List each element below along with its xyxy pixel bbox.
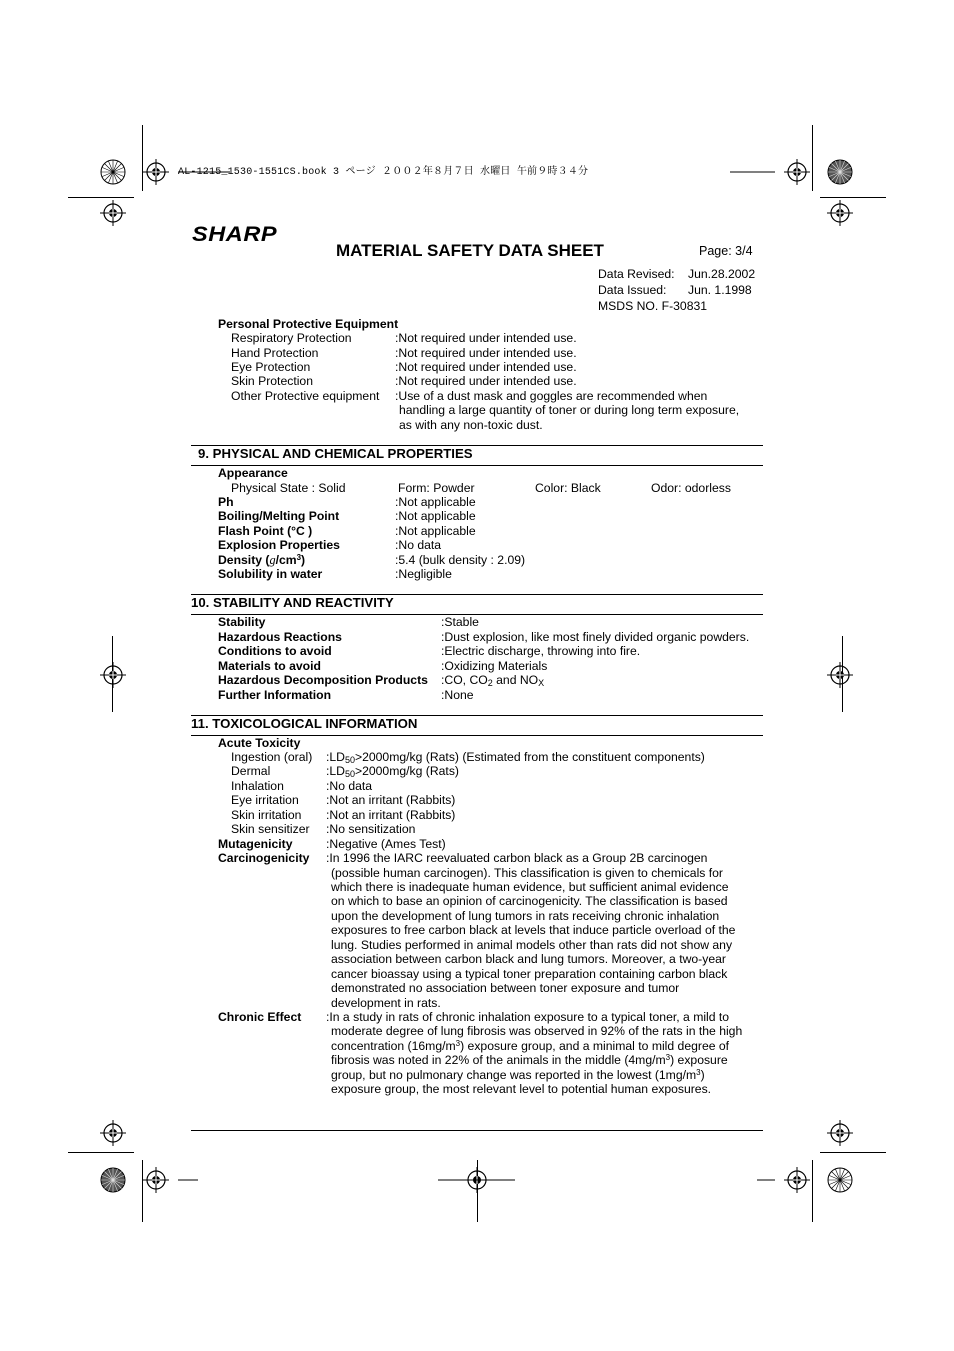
ppe-label: Skin Protection [231,374,313,388]
doc-title: MATERIAL SAFETY DATA SHEET [336,241,604,260]
chronic-effect-label: Chronic Effect [218,1010,302,1024]
ppe-value-cont: as with any non-toxic dust. [399,418,543,432]
stability-value: :Oxidizing Materials [441,659,548,673]
carcinogenicity-line: which there is inadequate human evidence, but sufficient animal evidence [331,880,729,894]
odor: Odor: odorless [651,481,731,495]
msds-number: MSDS NO. F-30831 [598,299,708,313]
footer-rule [191,1130,763,1131]
stability-value: :Dust explosion, like most finely divided organic powders. [441,630,750,644]
property-value: :Not applicable [395,495,476,509]
property-label: Explosion Properties [218,538,340,552]
tox-value: :Not an irritant (Rabbits) [326,793,456,807]
chronic-line: exposure group, the most relevant level to potential human exposures. [331,1082,712,1096]
density-value: :5.4 (bulk density : 2.09) [395,553,526,567]
carcinogenicity-line: cancer bioassay using a typical toner preparation containing carbon black [331,967,728,981]
ppe-value: :Use of a dust mask and goggles are recommended when [395,389,708,403]
carcinogenicity-line: upon the development of lung tumors in rats receiving chronic inhalation [331,909,720,923]
density-label: Density $(g/cm^3)$ [218,553,306,567]
tox-label: Ingestion (oral) [231,750,313,764]
carcinogenicity-line: development in rats. [331,996,441,1010]
ppe-value: :Not required under intended use. [395,360,577,374]
ppe-value: :Not required under intended use. [395,374,577,388]
ppe-label: Eye Protection [231,360,311,374]
tox-value: $:LD_{50}>2000mg/kg$ (Rats) [326,764,459,779]
tox-value: :Not an irritant (Rabbits) [326,808,456,822]
carcinogenicity-line: exposures to free carbon black at levels that induce particle overload of the [331,923,736,937]
ppe-heading: Personal Protective Equipment [218,317,399,331]
page-number: Page: 3/4 [699,244,753,258]
ppe-label: Other Protective equipment [231,389,380,403]
ppe-value: :Not required under intended use. [395,331,577,345]
chronic-line: :In a study in rats of chronic inhalation exposure to a typical toner, a mild to [326,1010,730,1024]
tox-value: :No sensitization [326,822,416,836]
carcinogenicity-line: association between carbon black and lung tumors. Moreover, a two-year [331,952,726,966]
stability-label: Stability [218,615,266,629]
section-11-heading: 11. TOXICOLOGICAL INFORMATION [191,716,418,731]
carcinogenicity-line: on which to base an opinion of carcinogenicity. The classification is based [331,894,728,908]
further-info-value: :None [441,688,474,702]
issued-label: Data Issued: [598,283,667,297]
property-label: Boiling/Melting Point [218,509,340,523]
color: Color: Black [535,481,601,495]
mutagenicity-value: :Negative (Ames Test) [326,837,446,851]
property-value: :No data [395,538,442,552]
ppe-label: Hand Protection [231,346,319,360]
tox-value: :No data [326,779,373,793]
appearance-label: Appearance [218,466,288,480]
tox-label: Skin sensitizer [231,822,310,836]
ppe-label: Respiratory Protection [231,331,352,345]
solubility-value: :Negligible [395,567,452,581]
tox-label: Dermal [231,764,271,778]
chronic-line: moderate degree of lung fibrosis was observed in 92% of the rats in the high [331,1024,743,1038]
property-label: Ph [218,495,234,509]
decomposition-label: Hazardous Decomposition Products [218,673,428,687]
section-10-heading: 10. STABILITY AND REACTIVITY [191,595,394,610]
stability-label: Hazardous Reactions [218,630,342,644]
ppe-value: :Not required under intended use. [395,346,577,360]
solubility-label: Solubility in water [218,567,323,581]
stability-value: :Electric discharge, throwing into fire. [441,644,641,658]
issued-value: Jun. 1.1998 [688,283,752,297]
tox-label: Inhalation [231,779,284,793]
chronic-line: group, but no pulmonary change was reported in the lowest $(1mg/m^3)$ [331,1068,705,1082]
stability-value: :Stable [441,615,479,629]
property-value: :Not applicable [395,524,476,538]
tox-value: $:LD_{50}>2000mg/kg$ (Rats) (Estimated from the constituent components) [326,750,705,765]
tox-label: Eye irritation [231,793,299,807]
section-9-heading: 9. PHYSICAL AND CHEMICAL PROPERTIES [198,446,473,461]
carcinogenicity-line: (possible human carcinogen). This classification is given to chemicals for [331,866,723,880]
further-info-label: Further Information [218,688,332,702]
physical-state: Physical State : Solid [231,481,346,495]
revised-value: Jun.28.2002 [688,267,756,281]
chronic-line: fibrosis was noted in 22% of the animals in the middle $(4mg/m^3)$ exposure [331,1053,728,1067]
sharp-logo: SHARP [192,223,278,246]
revised-label: Data Revised: [598,267,675,281]
form: Form: Powder [398,481,475,495]
carcinogenicity-line: lung. Studies performed in animal models other than rats did not show any [331,938,733,952]
decomposition-value: :CO, $CO_2$ and $NO_X$ [441,673,545,688]
tox-label: Skin irritation [231,808,302,822]
property-value: :Not applicable [395,509,476,523]
carcinogenicity-label: Carcinogenicity [218,851,310,865]
property-label: Flash Point (°C ) [218,524,313,538]
carcinogenicity-line: :In 1996 the IARC reevaluated carbon black as a Group 2B carcinogen [326,851,708,865]
chronic-line: concentration $(16mg/m^3)$ exposure group, and a minimal to mild degree of [331,1039,730,1053]
stability-label: Materials to avoid [218,659,321,673]
print-header: AL-1215_1530-1551CS.book 3 ページ ２００２年８月７日 水曜日 午前９時３４分 [178,167,589,178]
stability-label: Conditions to avoid [218,644,332,658]
carcinogenicity-line: demonstrated no association between toner exposure and tumor [331,981,680,995]
acute-toxicity-label: Acute Toxicity [218,736,301,750]
ppe-value-cont: handling a large quantity of toner or during long term exposure, [399,403,740,417]
mutagenicity-label: Mutagenicity [218,837,293,851]
